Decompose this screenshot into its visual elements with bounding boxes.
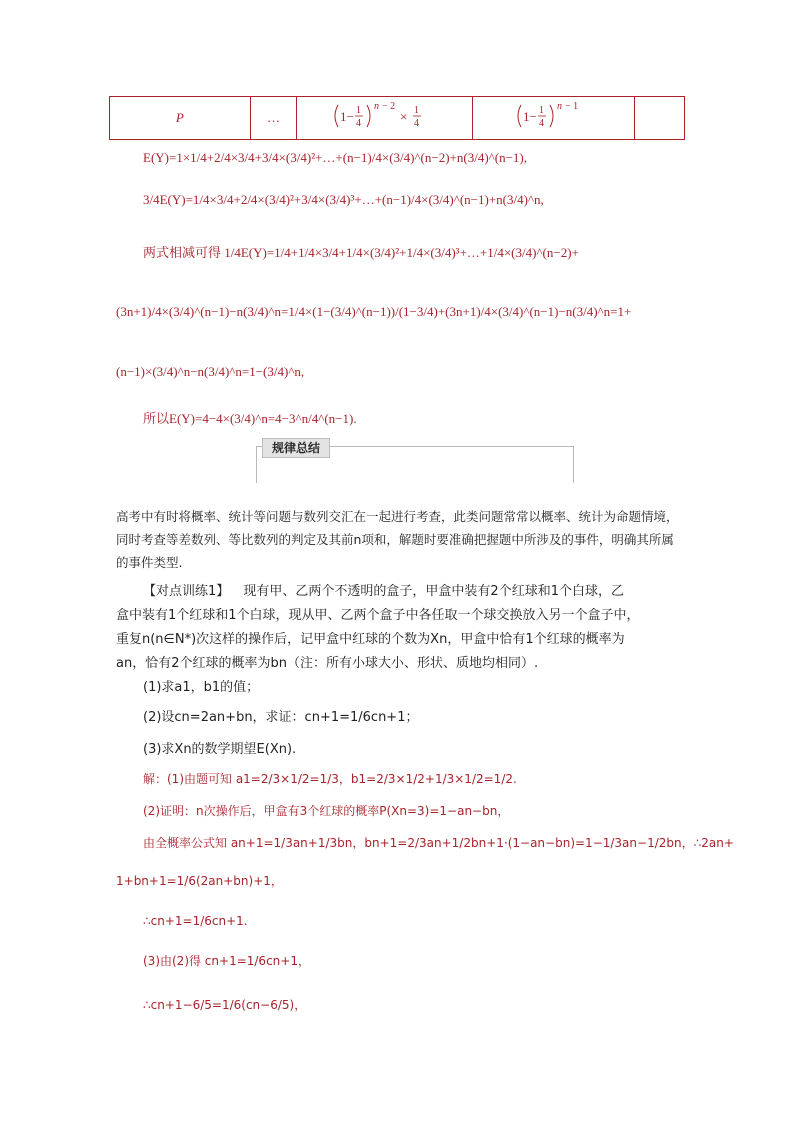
svg-text:n: n <box>557 101 563 112</box>
svg-text:4: 4 <box>539 118 545 129</box>
exercise-text-3: 重复n(n∈N*)次这样的操作后，记甲盒中红球的个数为Xn，甲盒中恰有1个红球的概率为 <box>116 632 625 647</box>
answer-line-4: 1+bn+1=1/6(2an+bn)+1， <box>116 874 283 888</box>
svg-text:− 2: − 2 <box>381 101 395 112</box>
exercise-question-2: (2)设cn=2an+bn，求证：cn+1=1/6cn+1； <box>143 710 419 725</box>
table-empty-cell <box>634 97 684 140</box>
summary-text: 高考中有时将概率、统计等问题与数列交汇在一起进行考查，此类问题常常以概率、统计为命题情境，同时考查等差数列、等比数列的判定及其前n项和，解题时要准确把握题中所涉及的事件，明确其所属的事件类型. <box>116 509 679 570</box>
svg-text:n: n <box>373 101 379 112</box>
probability-table <box>109 96 685 140</box>
table-ellipsis-cell: … <box>250 97 296 140</box>
exercise-first-line <box>143 580 624 599</box>
solution-line-1: E(Y)=1×1/4+2/4×3/4+3/4×(3/4)²+…+(n−1)/4×(3/4)^(n−2)+n(3/4)^(n−1), <box>143 150 527 165</box>
exercise-text-2: 盒中装有1个红球和1个白球，现从甲、乙两个盒子中各任取一个球交换放入另一个盒子中， <box>116 608 640 623</box>
svg-text:4: 4 <box>413 118 419 129</box>
solution-line-4: (3n+1)/4×(3/4)^(n−1)−n(3/4)^n=1/4×(1−(3/4)^(n−1))/(1−3/4)+(3n+1)/4×(3/4)^(n−1)−n(3/4)^n=1+ <box>116 304 632 319</box>
answer-line-1: 解：(1)由题可知 a1=2/3×1/2=1/3，b1=2/3×1/2+1/3×1/2=1/2. <box>143 772 517 786</box>
answer-line-2: (2)证明：n次操作后，甲盒有3个红球的概率P(Xn=3)=1−an−bn， <box>143 804 510 818</box>
solution-line-3: 两式相减可得 1/4E(Y)=1/4+1/4×3/4+1/4×(3/4)²+1/4×(3/4)³+…+1/4×(3/4)^(n−2)+ <box>143 245 579 260</box>
svg-text:1: 1 <box>539 105 545 116</box>
table-cell-n <box>473 97 635 140</box>
formula-prob-n <box>513 99 593 133</box>
answer-line-3: 由全概率公式知 an+1=1/3an+1/3bn，bn+1=2/3an+1/2bn+1·(1−an−bn)=1−1/3an−1/2bn，∴2an+ <box>143 836 734 850</box>
answer-line-6: (3)由(2)得 cn+1=1/6cn+1， <box>143 954 310 968</box>
svg-text:4: 4 <box>355 118 361 129</box>
formula-prob-n-minus-1 <box>330 99 440 133</box>
table-row <box>110 97 685 140</box>
exercise-question-1: (1)求a1，b1的值； <box>143 680 260 695</box>
solution-line-2: 3/4E(Y)=1/4×3/4+2/4×(3/4)²+3/4×(3/4)³+…+(n−1)/4×(3/4)^(n−1)+n(3/4)^n, <box>143 192 544 207</box>
exercise-text-1: 现有甲、乙两个不透明的盒子，甲盒中装有2个红球和1个白球，乙 <box>243 584 624 599</box>
solution-line-6: 所以E(Y)=4−4×(3/4)^n=4−3^n/4^(n−1). <box>143 411 357 426</box>
svg-text:1−: 1− <box>339 109 354 124</box>
svg-text:1−: 1− <box>523 109 538 124</box>
exercise-question-3: (3)求Xn的数学期望E(Xn). <box>143 742 297 757</box>
svg-text:×: × <box>399 109 408 124</box>
svg-text:1: 1 <box>413 105 419 116</box>
svg-text:1: 1 <box>355 105 361 116</box>
solution-line-5: (n−1)×(3/4)^n−n(3/4)^n=1−(3/4)^n, <box>116 364 305 379</box>
summary-title: 规律总结 <box>262 438 330 458</box>
exercise-heading: 【对点训练1】 <box>143 584 230 599</box>
svg-text:− 1: − 1 <box>565 101 579 112</box>
exercise-text-4: an，恰有2个红球的概率为bn（注：所有小球大小、形状、质地均相同）. <box>116 656 539 671</box>
table-cell-n-minus-1 <box>297 97 473 140</box>
answer-line-5: ∴cn+1=1/6cn+1. <box>143 914 248 928</box>
table-label-cell: P <box>110 97 251 140</box>
answer-line-7: ∴cn+1−6/5=1/6(cn−6/5)， <box>143 998 307 1012</box>
